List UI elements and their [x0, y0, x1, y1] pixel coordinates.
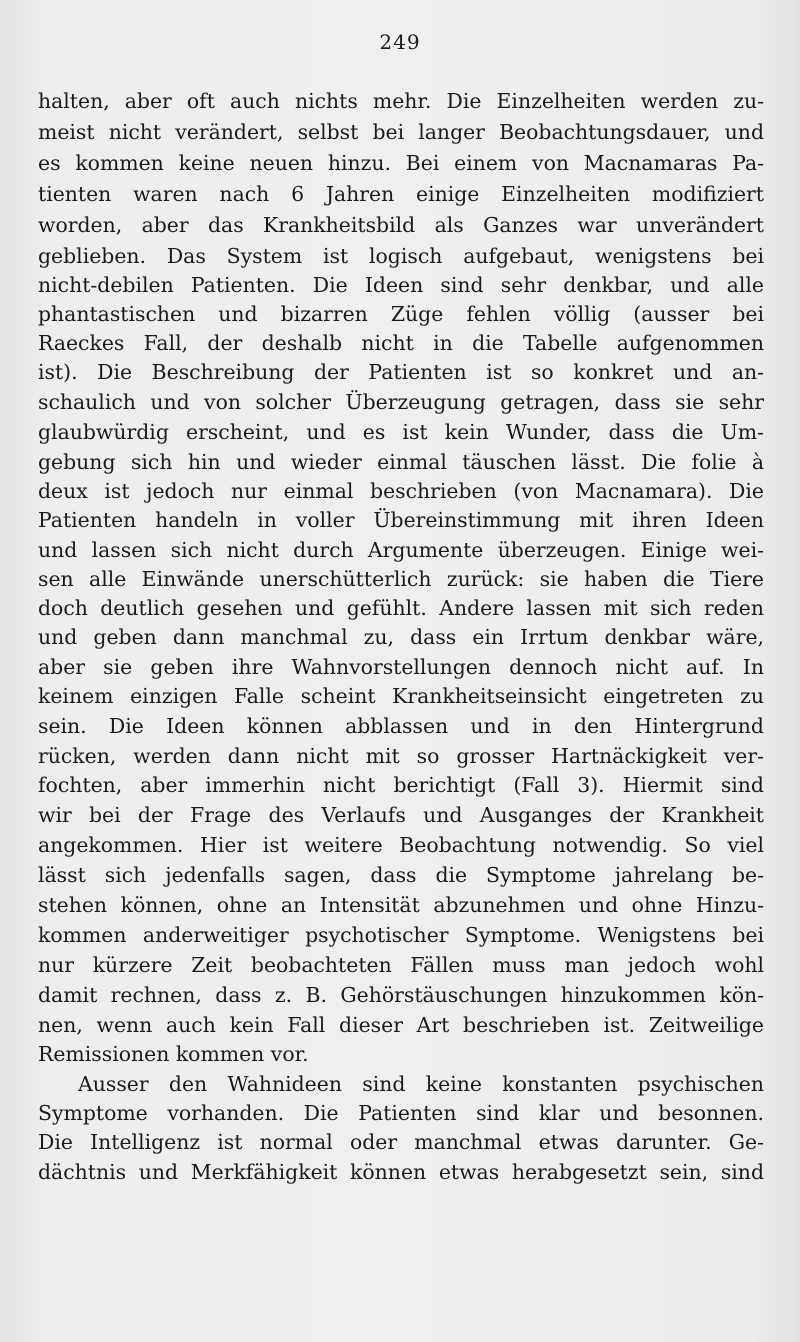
text-line: und lassen sich nicht durch Argumente überzeugen. Einige wei- [38, 538, 764, 562]
text-line: worden, aber das Krankheitsbild als Ganzes war unverändert [38, 213, 764, 237]
text-line: angekommen. Hier ist weitere Beobachtung notwendig. So viel [38, 833, 764, 857]
text-line: keinem einzigen Falle scheint Krankheitseinsicht eingetreten zu [38, 684, 764, 708]
text-line: sein. Die Ideen können abblassen und in den Hintergrund [38, 714, 764, 738]
text-line: glaubwürdig erscheint, und es ist kein Wunder, dass die Um- [38, 420, 764, 444]
text-line: tienten waren nach 6 Jahren einige Einzelheiten modifiziert [38, 182, 764, 206]
text-line: fochten, aber immerhin nicht berichtigt (Fall 3). Hiermit sind [38, 773, 764, 797]
text-line: halten, aber oft auch nichts mehr. Die Einzelheiten werden zu- [38, 89, 764, 113]
text-line: lässt sich jedenfalls sagen, dass die Symptome jahrelang be- [38, 863, 764, 887]
text-line: damit rechnen, dass z. B. Gehörstäuschungen hinzukommen kön- [38, 983, 764, 1007]
text-line: es kommen keine neuen hinzu. Bei einem von Macnamaras Pa- [38, 151, 764, 175]
text-line: Raeckes Fall, der deshalb nicht in die Tabelle aufgenommen [38, 331, 764, 355]
text-line: doch deutlich gesehen und gefühlt. Andere lassen mit sich reden [38, 596, 764, 620]
text-line: Ausser den Wahnideen sind keine konstanten psychischen [78, 1072, 764, 1096]
text-line: stehen können, ohne an Intensität abzunehmen und ohne Hinzu- [38, 893, 764, 917]
text-line: deux ist jedoch nur einmal beschrieben (von Macnamara). Die [38, 479, 764, 503]
text-line: sen alle Einwände unerschütterlich zurück: sie haben die Tiere [38, 567, 764, 591]
text-line: Remissionen kommen vor. [38, 1042, 309, 1066]
page-number: 249 [379, 30, 421, 54]
text-line: Die Intelligenz ist normal oder manchmal etwas darunter. Ge- [38, 1130, 764, 1154]
text-line: meist nicht verändert, selbst bei langer Beobachtungsdauer, und [38, 120, 764, 144]
text-line: Symptome vorhanden. Die Patienten sind klar und besonnen. [38, 1101, 764, 1125]
text-line: ist). Die Beschreibung der Patienten ist so konkret und an- [38, 360, 764, 384]
text-line: schaulich und von solcher Überzeugung getragen, dass sie sehr [38, 390, 764, 414]
text-line: rücken, werden dann nicht mit so grosser Hartnäckigkeit ver- [38, 744, 764, 768]
text-line: und geben dann manchmal zu, dass ein Irrtum denkbar wäre, [38, 625, 764, 649]
text-line: gebung sich hin und wieder einmal täuschen lässt. Die folie à [38, 450, 764, 474]
text-line: aber sie geben ihre Wahnvorstellungen dennoch nicht auf. In [38, 655, 764, 679]
text-line: nur kürzere Zeit beobachteten Fällen muss man jedoch wohl [38, 953, 764, 977]
text-line: geblieben. Das System ist logisch aufgebaut, wenigstens bei [38, 244, 764, 268]
text-line: nicht-debilen Patienten. Die Ideen sind sehr denkbar, und alle [38, 273, 764, 297]
text-line: kommen anderweitiger psychotischer Symptome. Wenigstens bei [38, 923, 764, 947]
text-line: dächtnis und Merkfähigkeit können etwas herabgesetzt sein, sind [38, 1160, 764, 1184]
text-line: nen, wenn auch kein Fall dieser Art beschrieben ist. Zeitweilige [38, 1013, 764, 1037]
text-line: Patienten handeln in voller Übereinstimmung mit ihren Ideen [38, 508, 764, 532]
text-line: phantastischen und bizarren Züge fehlen völlig (ausser bei [38, 302, 764, 326]
text-line: wir bei der Frage des Verlaufs und Ausganges der Krankheit [38, 803, 764, 827]
